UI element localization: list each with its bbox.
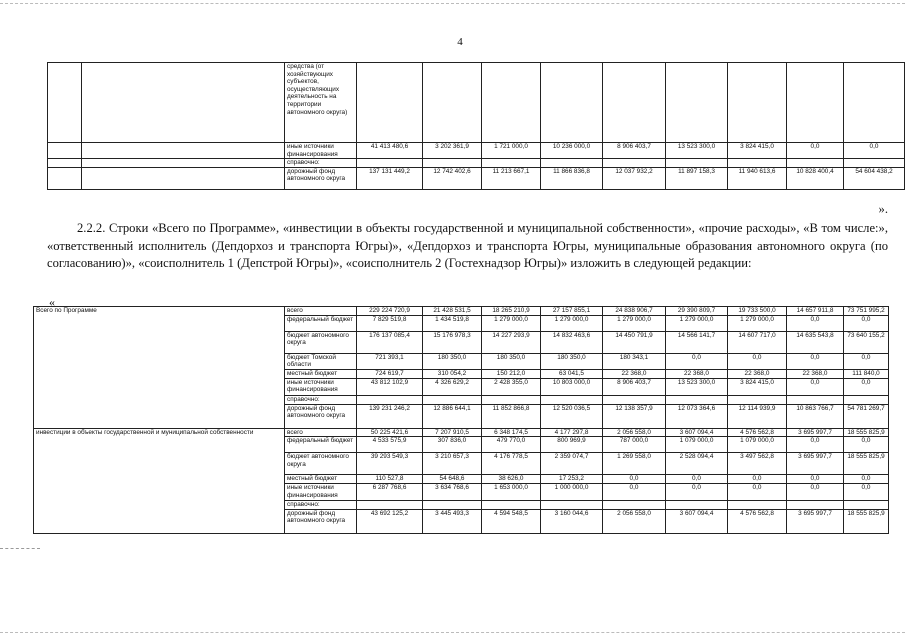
amount-cell: 17 253,2 xyxy=(541,475,603,484)
table-row xyxy=(48,143,905,159)
amount-cell xyxy=(357,500,423,509)
amount-cell: 4 176 778,5 xyxy=(482,453,541,475)
source-label: всего xyxy=(285,428,357,437)
amount-cell: 800 969,9 xyxy=(541,437,603,453)
amount-cell: 4 533 575,9 xyxy=(357,437,423,453)
source-label: дорожный фонд автономного округа xyxy=(285,167,357,189)
group-title: инвестиции в объекты государственной и муниципальной собственности xyxy=(34,428,285,533)
amount-cell xyxy=(603,500,666,509)
amount-cell: 8 906 403,7 xyxy=(603,143,666,159)
amount-cell: 1 279 000,0 xyxy=(728,315,787,331)
amount-cell: 137 131 449,2 xyxy=(357,167,423,189)
amount-cell xyxy=(666,159,728,168)
amount-cell: 4 576 562,8 xyxy=(728,509,787,533)
source-label: местный бюджет xyxy=(285,475,357,484)
amount-cell: 14 607 717,0 xyxy=(728,331,787,353)
amount-cell: 18 555 825,9 xyxy=(844,509,889,533)
amount-cell: 15 176 978,3 xyxy=(423,331,482,353)
amount-cell: 13 523 300,0 xyxy=(666,378,728,395)
amount-cell: 180 350,0 xyxy=(541,353,603,369)
amount-cell: 0,0 xyxy=(728,484,787,500)
amount-cell: 39 293 549,3 xyxy=(357,453,423,475)
amount-cell: 180 350,0 xyxy=(482,353,541,369)
amount-cell xyxy=(482,63,541,143)
amount-cell: 41 413 480,6 xyxy=(357,143,423,159)
amount-cell: 7 829 519,8 xyxy=(357,315,423,331)
amount-cell: 2 056 558,0 xyxy=(603,428,666,437)
amount-cell: 3 202 361,9 xyxy=(423,143,482,159)
amount-cell xyxy=(728,500,787,509)
amount-cell xyxy=(844,500,889,509)
amount-cell: 4 326 629,2 xyxy=(423,378,482,395)
amount-cell: 0,0 xyxy=(844,484,889,500)
source-label: справочно: xyxy=(285,395,357,404)
source-label: дорожный фонд автономного округа xyxy=(285,509,357,533)
empty-cell xyxy=(82,63,285,143)
amount-cell: 150 212,0 xyxy=(482,369,541,378)
amount-cell: 11 897 158,3 xyxy=(666,167,728,189)
empty-cell xyxy=(82,143,285,159)
amount-cell: 0,0 xyxy=(666,484,728,500)
amount-cell: 3 445 493,3 xyxy=(423,509,482,533)
amount-cell: 21 428 531,5 xyxy=(423,307,482,316)
amount-cell: 12 037 932,2 xyxy=(603,167,666,189)
amount-cell: 4 576 562,8 xyxy=(728,428,787,437)
amount-cell: 479 770,0 xyxy=(482,437,541,453)
amount-cell: 4 594 548,5 xyxy=(482,509,541,533)
amount-cell xyxy=(541,395,603,404)
amount-cell: 1 653 000,0 xyxy=(482,484,541,500)
amount-cell: 229 224 720,9 xyxy=(357,307,423,316)
amount-cell: 2 359 074,7 xyxy=(541,453,603,475)
amount-cell xyxy=(423,159,482,168)
amount-cell: 1 279 000,0 xyxy=(666,315,728,331)
amount-cell: 54 648,6 xyxy=(423,475,482,484)
amount-cell: 307 836,0 xyxy=(423,437,482,453)
amount-cell: 11 213 667,1 xyxy=(482,167,541,189)
source-label: иные источники финансирования xyxy=(285,378,357,395)
amount-cell: 73 640 155,2 xyxy=(844,331,889,353)
amendment-paragraph xyxy=(47,201,888,272)
amount-cell: 43 812 102,9 xyxy=(357,378,423,395)
amount-cell: 22 368,0 xyxy=(603,369,666,378)
amount-cell xyxy=(666,395,728,404)
amount-cell: 12 138 357,9 xyxy=(603,404,666,428)
page-number: 4 xyxy=(457,36,463,48)
amount-cell xyxy=(603,63,666,143)
amount-cell: 2 056 558,0 xyxy=(603,509,666,533)
amount-cell: 1 279 000,0 xyxy=(541,315,603,331)
amount-cell: 139 231 246,2 xyxy=(357,404,423,428)
amount-cell: 10 803 000,0 xyxy=(541,378,603,395)
amount-cell: 0,0 xyxy=(666,475,728,484)
opening-quote: « xyxy=(49,295,55,309)
amount-cell: 12 073 364,6 xyxy=(666,404,728,428)
empty-cell xyxy=(48,167,82,189)
amount-cell: 3 824 415,0 xyxy=(728,143,787,159)
amount-cell: 3 695 997,7 xyxy=(787,509,844,533)
amount-cell: 3 695 997,7 xyxy=(787,453,844,475)
amount-cell: 4 177 297,8 xyxy=(541,428,603,437)
amount-cell: 180 343,1 xyxy=(603,353,666,369)
amount-cell xyxy=(482,395,541,404)
table-row xyxy=(48,167,905,189)
source-label: местный бюджет xyxy=(285,369,357,378)
amount-cell: 1 079 000,0 xyxy=(728,437,787,453)
amount-cell: 29 390 809,7 xyxy=(666,307,728,316)
table-program-totals xyxy=(33,306,889,534)
empty-cell xyxy=(48,143,82,159)
amount-cell: 0,0 xyxy=(787,437,844,453)
source-label: средства (от хозяйствующих субъектов, осуществляющих деятельность на территории автономного округа) xyxy=(285,63,357,143)
amount-cell: 787 000,0 xyxy=(603,437,666,453)
table-continuation xyxy=(47,62,905,190)
margin-divider xyxy=(0,548,40,549)
amount-cell: 12 742 402,6 xyxy=(423,167,482,189)
amount-cell xyxy=(787,63,844,143)
amount-cell: 724 619,7 xyxy=(357,369,423,378)
amount-cell: 18 265 210,9 xyxy=(482,307,541,316)
source-label: федеральный бюджет xyxy=(285,315,357,331)
amount-cell: 1 434 519,8 xyxy=(423,315,482,331)
amount-cell: 0,0 xyxy=(844,378,889,395)
amount-cell xyxy=(728,395,787,404)
source-label: справочно: xyxy=(285,159,357,168)
amount-cell: 6 348 174,5 xyxy=(482,428,541,437)
amount-cell: 12 886 644,1 xyxy=(423,404,482,428)
amount-cell xyxy=(482,500,541,509)
amount-cell: 2 428 355,0 xyxy=(482,378,541,395)
group-title: Всего по Программе xyxy=(34,307,285,429)
amount-cell: 0,0 xyxy=(844,315,889,331)
amount-cell: 50 225 421,6 xyxy=(357,428,423,437)
amount-cell: 111 840,0 xyxy=(844,369,889,378)
amount-cell xyxy=(666,500,728,509)
amount-cell xyxy=(357,63,423,143)
amount-cell xyxy=(482,159,541,168)
amendment-text: 2.2.2. Строки «Всего по Программе», «инвестиции в объекты государственной и муниципальной собственности», «прочие расходы», «В том числе:», «ответственный исполнитель (Депдорхоз и транспорта Югры)», «Депдорхоз и транспорта Югры, муниципальные образования автономного округа (по согласованию)», «соисполнитель 1 (Депстрой Югры)», «соисполнитель 2 (Гостехнадзор Югры)» изложить в следующей редакции: xyxy=(47,221,888,270)
amount-cell: 0,0 xyxy=(787,353,844,369)
amount-cell xyxy=(423,395,482,404)
amount-cell: 1 279 000,0 xyxy=(482,315,541,331)
amount-cell: 14 657 911,8 xyxy=(787,307,844,316)
amount-cell xyxy=(787,159,844,168)
amount-cell xyxy=(787,500,844,509)
top-divider xyxy=(0,3,905,4)
amount-cell: 0,0 xyxy=(787,315,844,331)
closing-quote: ». xyxy=(878,202,888,216)
amount-cell: 12 114 939,9 xyxy=(728,404,787,428)
amount-cell: 6 287 768,6 xyxy=(357,484,423,500)
bottom-divider xyxy=(0,632,905,633)
amount-cell: 22 368,0 xyxy=(787,369,844,378)
amount-cell: 176 137 085,4 xyxy=(357,331,423,353)
amount-cell xyxy=(357,159,423,168)
amount-cell: 24 838 906,7 xyxy=(603,307,666,316)
amount-cell xyxy=(603,159,666,168)
amount-cell xyxy=(541,63,603,143)
amount-cell: 14 635 543,8 xyxy=(787,331,844,353)
table-row xyxy=(34,307,889,316)
amount-cell xyxy=(728,159,787,168)
amount-cell: 1 279 000,0 xyxy=(603,315,666,331)
amount-cell: 10 236 000,0 xyxy=(541,143,603,159)
amount-cell: 0,0 xyxy=(787,378,844,395)
source-label: бюджет автономного округа xyxy=(285,331,357,353)
amount-cell: 0,0 xyxy=(603,475,666,484)
amount-cell xyxy=(787,395,844,404)
amount-cell: 18 555 825,9 xyxy=(844,453,889,475)
amount-cell: 3 607 094,4 xyxy=(666,428,728,437)
amount-cell: 0,0 xyxy=(603,484,666,500)
amount-cell: 10 828 400,4 xyxy=(787,167,844,189)
amount-cell: 14 832 463,6 xyxy=(541,331,603,353)
amount-cell: 14 566 141,7 xyxy=(666,331,728,353)
amount-cell: 13 523 300,0 xyxy=(666,143,728,159)
amount-cell: 3 607 094,4 xyxy=(666,509,728,533)
amount-cell xyxy=(541,500,603,509)
amount-cell: 3 695 997,7 xyxy=(787,428,844,437)
amount-cell xyxy=(423,63,482,143)
amount-cell: 110 527,8 xyxy=(357,475,423,484)
source-label: всего xyxy=(285,307,357,316)
table-row xyxy=(48,63,905,143)
amount-cell: 3 160 044,6 xyxy=(541,509,603,533)
amount-cell xyxy=(666,63,728,143)
amount-cell xyxy=(844,159,905,168)
amount-cell: 0,0 xyxy=(844,437,889,453)
amount-cell xyxy=(603,395,666,404)
amount-cell: 14 227 293,9 xyxy=(482,331,541,353)
amount-cell: 0,0 xyxy=(844,143,905,159)
source-label: федеральный бюджет xyxy=(285,437,357,453)
amount-cell: 0,0 xyxy=(728,475,787,484)
amount-cell xyxy=(728,63,787,143)
amount-cell: 0,0 xyxy=(844,353,889,369)
amount-cell: 310 054,2 xyxy=(423,369,482,378)
amount-cell: 63 041,5 xyxy=(541,369,603,378)
amount-cell: 3 210 657,3 xyxy=(423,453,482,475)
amount-cell: 18 555 825,9 xyxy=(844,428,889,437)
amount-cell: 0,0 xyxy=(666,353,728,369)
amount-cell xyxy=(844,63,905,143)
amount-cell: 10 863 766,7 xyxy=(787,404,844,428)
amount-cell: 3 824 415,0 xyxy=(728,378,787,395)
amount-cell: 1 079 000,0 xyxy=(666,437,728,453)
source-label: справочно: xyxy=(285,500,357,509)
amount-cell: 27 157 855,1 xyxy=(541,307,603,316)
source-label: дорожный фонд автономного округа xyxy=(285,404,357,428)
amount-cell: 0,0 xyxy=(844,475,889,484)
empty-cell xyxy=(82,159,285,168)
amount-cell: 14 450 791,9 xyxy=(603,331,666,353)
amount-cell: 1 721 000,0 xyxy=(482,143,541,159)
empty-cell xyxy=(48,159,82,168)
amount-cell: 3 497 562,8 xyxy=(728,453,787,475)
amount-cell: 11 940 613,6 xyxy=(728,167,787,189)
amount-cell: 0,0 xyxy=(787,143,844,159)
empty-cell xyxy=(82,167,285,189)
source-label: иные источники финансирования xyxy=(285,484,357,500)
amount-cell: 0,0 xyxy=(728,353,787,369)
amount-cell xyxy=(844,395,889,404)
amount-cell xyxy=(423,500,482,509)
amount-cell xyxy=(541,159,603,168)
amount-cell: 2 528 094,4 xyxy=(666,453,728,475)
amount-cell: 19 733 500,0 xyxy=(728,307,787,316)
amount-cell: 721 393,1 xyxy=(357,353,423,369)
amount-cell: 7 207 910,5 xyxy=(423,428,482,437)
amount-cell: 22 368,0 xyxy=(666,369,728,378)
amount-cell: 0,0 xyxy=(787,475,844,484)
table-row xyxy=(48,159,905,168)
source-label: бюджет автономного округа xyxy=(285,453,357,475)
amount-cell: 12 520 036,5 xyxy=(541,404,603,428)
amount-cell: 38 626,0 xyxy=(482,475,541,484)
amount-cell: 8 906 403,7 xyxy=(603,378,666,395)
amount-cell: 0,0 xyxy=(787,484,844,500)
amount-cell: 3 634 768,6 xyxy=(423,484,482,500)
amount-cell: 54 604 438,2 xyxy=(844,167,905,189)
amount-cell: 11 866 836,8 xyxy=(541,167,603,189)
source-label: иные источники финансирования xyxy=(285,143,357,159)
amount-cell: 1 269 558,0 xyxy=(603,453,666,475)
amount-cell: 1 000 000,0 xyxy=(541,484,603,500)
amount-cell: 11 852 866,8 xyxy=(482,404,541,428)
table-row xyxy=(34,428,889,437)
amount-cell: 43 692 125,2 xyxy=(357,509,423,533)
amount-cell xyxy=(357,395,423,404)
amount-cell: 22 368,0 xyxy=(728,369,787,378)
amount-cell: 73 751 995,2 xyxy=(844,307,889,316)
amount-cell: 54 781 269,7 xyxy=(844,404,889,428)
source-label: бюджет Томской области xyxy=(285,353,357,369)
empty-cell xyxy=(48,63,82,143)
amount-cell: 180 350,0 xyxy=(423,353,482,369)
